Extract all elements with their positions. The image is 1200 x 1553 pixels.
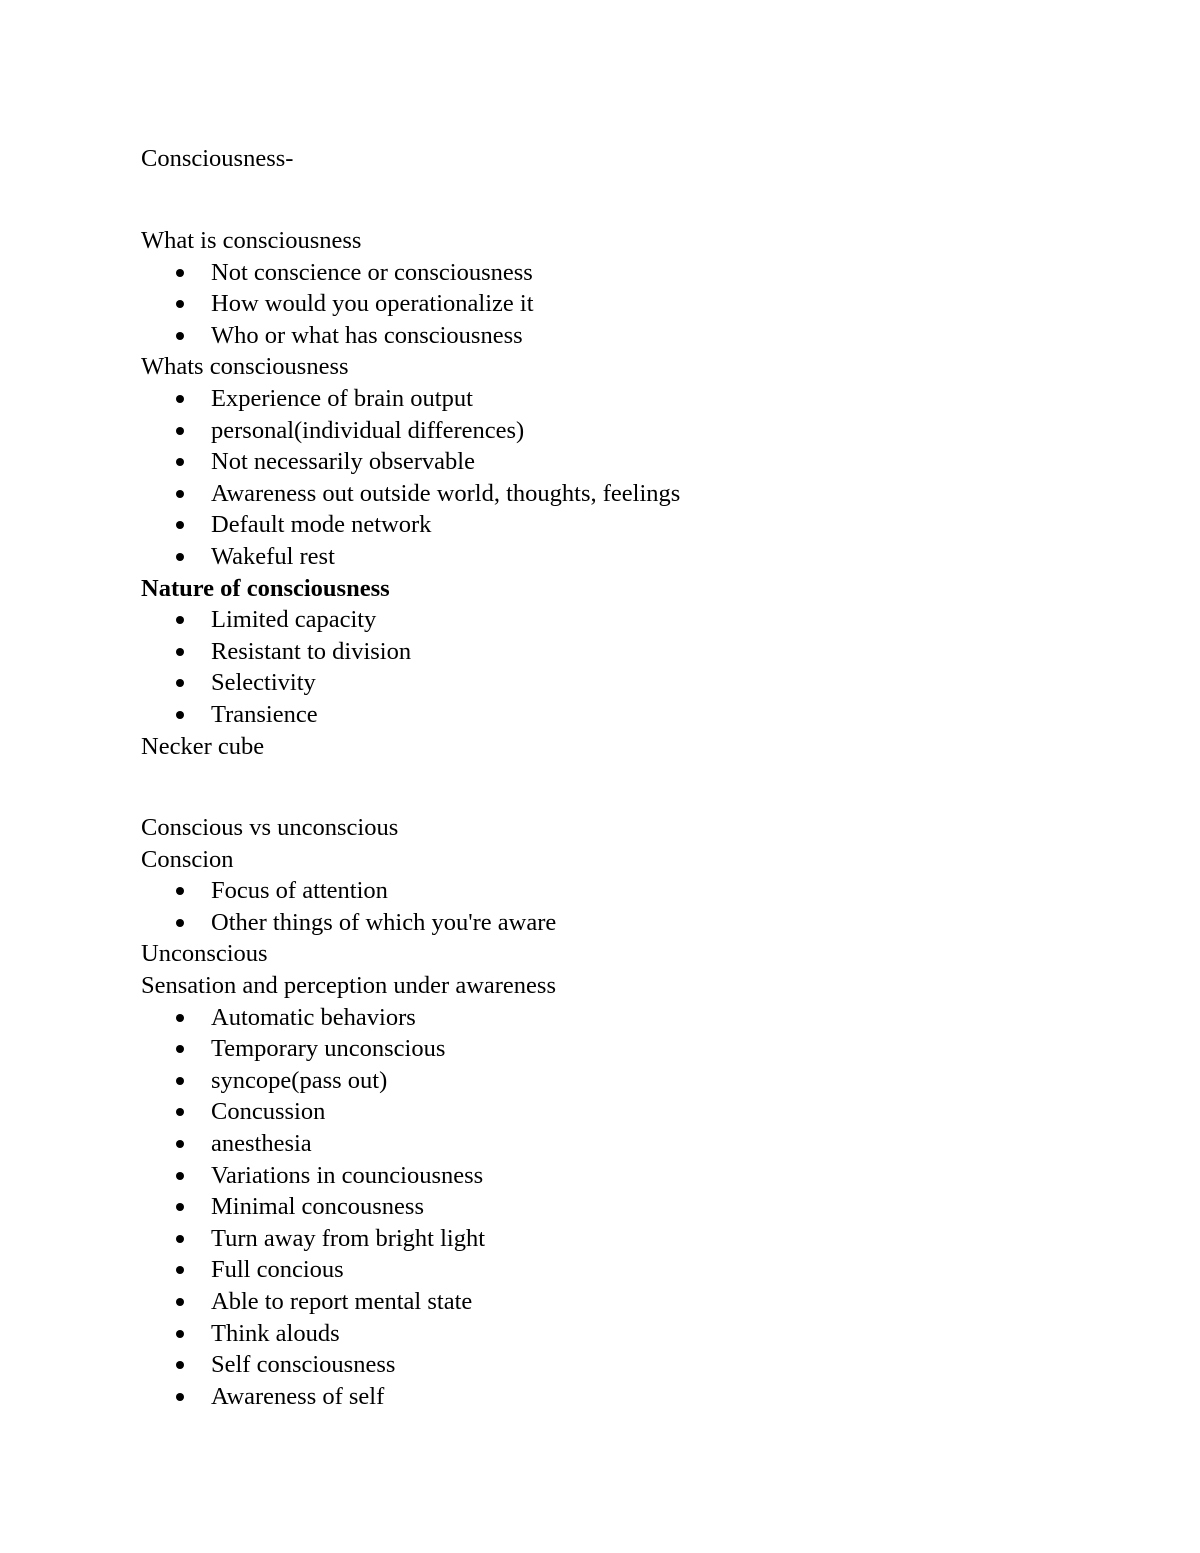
bullet-icon [176, 395, 184, 403]
list-item-text: anesthesia [211, 1130, 312, 1158]
bullet-icon [176, 887, 184, 895]
document-body [141, 225, 1101, 1412]
blank-space [141, 762, 1101, 812]
bullet-icon [176, 427, 184, 435]
bullet-icon [176, 919, 184, 927]
list-item [141, 636, 1101, 668]
bullet-icon [176, 1108, 184, 1116]
bullet-icon [176, 458, 184, 466]
list-item-text: Turn away from bright light [211, 1224, 486, 1252]
list-item [141, 1096, 1101, 1128]
list-item-text: Other things of which you're aware [211, 908, 557, 936]
list-item [141, 667, 1101, 699]
list-item-text: Default mode network [211, 511, 432, 539]
list-item [141, 1160, 1101, 1192]
list-item-text: personal(individual differences) [211, 416, 525, 444]
bullet-icon [176, 269, 184, 277]
list-item [141, 509, 1101, 541]
list-item-text: Not necessarily observable [211, 448, 475, 476]
list-item [141, 1318, 1101, 1350]
list-item-text: Transience [211, 700, 318, 728]
bullet-icon [176, 1330, 184, 1338]
section-heading: Necker cube [141, 732, 265, 760]
list-item-text: Able to report mental state [211, 1288, 473, 1315]
bullet-icon [176, 1140, 184, 1148]
bullet-icon [176, 1393, 184, 1401]
section-heading: Sensation and perception under awareness [141, 972, 556, 1000]
list-item [141, 1223, 1101, 1255]
bullet-icon [176, 1298, 184, 1306]
bullet-icon [176, 1235, 184, 1243]
list-item [141, 604, 1101, 636]
section-heading: Unconscious [141, 940, 268, 968]
bullet-icon [176, 553, 184, 561]
bullet-icon [176, 648, 184, 656]
list-item [141, 415, 1101, 447]
bullet-icon [176, 1014, 184, 1022]
list-item [141, 288, 1101, 320]
list-item-text: Not conscience or consciousness [211, 258, 533, 286]
list-item [141, 1002, 1101, 1034]
document-title: Consciousness- [141, 145, 294, 172]
list-item-text: How would you operationalize it [211, 290, 534, 318]
bullet-icon [176, 679, 184, 687]
bullet-icon [176, 711, 184, 719]
list-item-text: Full concious [211, 1256, 344, 1284]
list-item [141, 446, 1101, 478]
list-item [141, 1191, 1101, 1223]
list-item-text: Wakeful rest [211, 542, 335, 570]
list-item [141, 907, 1101, 939]
section-heading: Whats consciousness [141, 353, 349, 381]
list-item-text: Focus of attention [211, 877, 388, 905]
list-item [141, 1381, 1101, 1413]
section-heading: What is consciousness [141, 227, 362, 254]
section-heading: Conscious vs unconscious [141, 814, 399, 842]
list-item-text: Awareness of self [211, 1382, 385, 1410]
list-item-text: Self consciousness [211, 1351, 396, 1379]
section-heading-bold: Nature of consciousness [141, 574, 390, 602]
list-item-text: Minimal concousness [211, 1193, 424, 1221]
list-item [141, 383, 1101, 415]
bullet-icon [176, 521, 184, 529]
list-item [141, 1349, 1101, 1381]
bullet-icon [176, 1172, 184, 1180]
list-item-text: syncope(pass out) [211, 1066, 388, 1094]
list-item-text: Think alouds [211, 1319, 340, 1347]
list-item [141, 875, 1101, 907]
list-item-text: Concussion [211, 1098, 326, 1126]
list-item [141, 541, 1101, 573]
bullet-icon [176, 1045, 184, 1053]
bullet-icon [176, 300, 184, 308]
list-item-text: Resistant to division [211, 637, 412, 665]
list-item [141, 257, 1101, 289]
list-item-text: Automatic behaviors [211, 1003, 416, 1031]
list-item-text: Temporary unconscious [211, 1035, 446, 1063]
list-item [141, 699, 1101, 731]
list-item-text: Who or what has consciousness [211, 321, 523, 349]
list-item [141, 1286, 1101, 1318]
bullet-icon [176, 1077, 184, 1085]
bullet-icon [176, 1361, 184, 1369]
list-item-text: Awareness out outside world, thoughts, feelings [211, 479, 681, 507]
list-item [141, 320, 1101, 352]
list-item-text: Experience of brain output [211, 384, 473, 412]
list-item-text: Selectivity [211, 669, 316, 697]
bullet-icon [176, 490, 184, 498]
list-item [141, 478, 1101, 510]
bullet-icon [176, 616, 184, 624]
bullet-icon [176, 1203, 184, 1211]
list-item-text: Variations in counciousness [211, 1161, 484, 1189]
section-heading: Conscion [141, 845, 234, 873]
list-item [141, 1033, 1101, 1065]
bullet-icon [176, 1266, 184, 1274]
list-item [141, 1128, 1101, 1160]
list-item [141, 1254, 1101, 1286]
list-item-text: Limited capacity [211, 606, 377, 634]
bullet-icon [176, 332, 184, 340]
list-item [141, 1065, 1101, 1097]
